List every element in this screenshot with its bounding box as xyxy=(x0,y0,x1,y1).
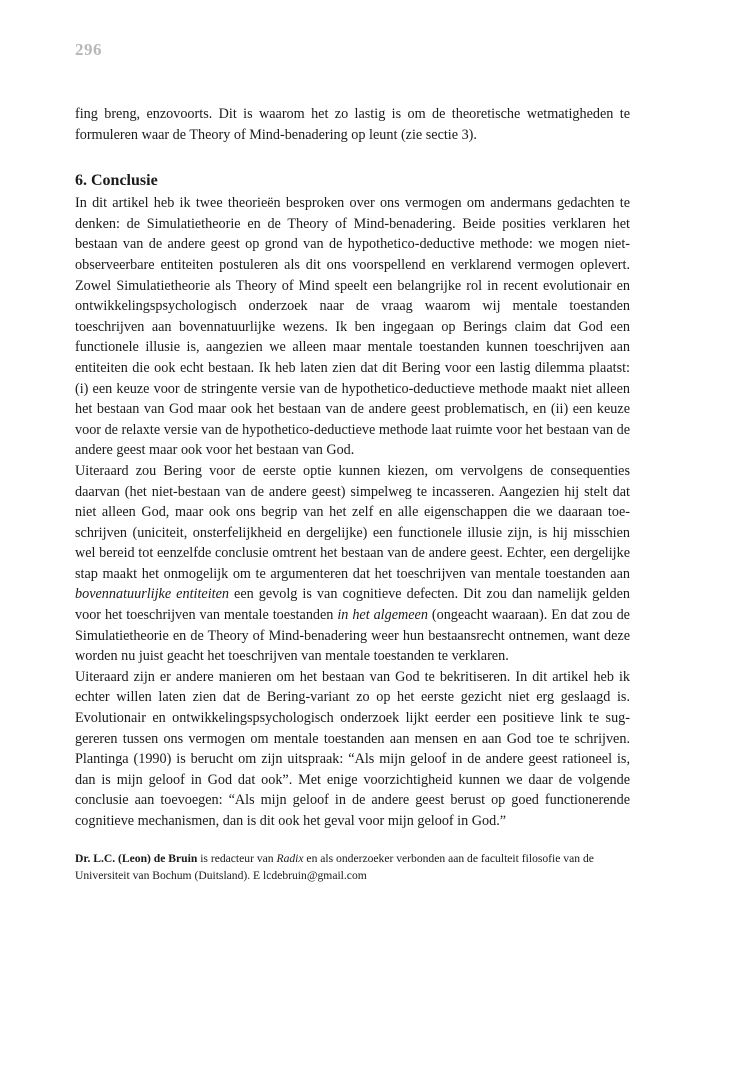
article-body xyxy=(75,104,630,884)
conclusion-paragraph-3: Uiteraard zijn er andere manieren om het bestaan van God te bekritiseren. In dit artikel heb ik echter willen laten zien dat de Bering-variant zo op het eerste gezicht niet erg geslaagd is. Evolutionair en ontwikkelingspsychologisch onderzoek lijkt eerder een positieve link te suggereren tussen ons vermogen om mentale toestanden aan mensen en aan God toe te schrijven. Plantinga (1990) is berucht om zijn uitspraak: “Als mijn geloof in de andere geest rationeel is, dan is mijn geloof in God dat ook”. Met enige voorzichtigheid kunnen we daar de volgende conclusie aan toevoegen: “Als mijn geloof in de andere geest berust op goed functionerende cognitieve mechanismen, dan is dit ook het geval voor mijn geloof in God.” xyxy=(75,668,630,829)
section-heading: 6. Conclusie xyxy=(75,172,158,190)
journal-name: Radix xyxy=(276,851,304,865)
paragraph-2-text-c: (ongeacht waaraan). En dat zou de Simulatietheorie en de Theory of Mind-benadering weer hun bestaansrecht ontnemen, want deze worden nu juist geacht het toeschrijven van mentale toestanden te verklaren. xyxy=(75,607,630,665)
author-note-text-b: en als onderzoeker verbonden aan de faculteit filosofie van de Universiteit van Bochum (Duitsland). E lcdebruin@gmail.com xyxy=(75,851,594,882)
author-note xyxy=(75,850,630,884)
intro-paragraph: fing breng, enzovoorts. Dit is waarom het zo lastig is om de theoretische wetmatigheden te formuleren waar de Theory of Mind-benadering op leunt (zie sectie 3). xyxy=(75,106,630,143)
author-name: Dr. L.C. (Leon) de Bruin xyxy=(75,851,198,865)
paragraph-2-text-b: een gevolg is van cognitieve defecten. Dit zou dan namelijk gelden voor het toeschrijven van mentale toestanden xyxy=(75,586,630,624)
emphasis-supernatural-entities: bovennatuurlijke entiteiten xyxy=(75,586,229,603)
conclusion-paragraph-2 xyxy=(75,461,630,667)
page-number: 296 xyxy=(75,40,102,59)
conclusion-paragraph-1: In dit artikel heb ik twee theorieën besproken over ons vermogen om andermans gedachten te denken: de Simulatietheorie en de Theory of Mind-benadering. Beide posities verklaren het bestaan van de andere geest op grond van de hypothetico-deductive methode: we mogen niet-observeerbare entiteiten postuleren als dit ons voorspellend en verklarend vermogen oplevert. Zowel Simulatietheorie als Theory of Mind speelt een belangrijke rol in recent evolutionair en ontwikkelingspsychologisch onderzoek naar de vraag waarom wij mentale toestanden toeschrijven aan bovennatuurlijke wezens. Ik ben ingegaan op Berings claim dat God een functionele illusie is, aangezien we alleen maar mentale toestanden kunnen toeschrijven aan entiteiten die ook echt bestaan. Ik heb laten zien dat dit Bering voor een lastig dilemma plaatst: (i) een keuze voor de stringente versie van de hypothetico-deductieve methode maakt niet alleen het bestaan van God maar ook het bestaan van de andere geest problematisch, en (ii) een keuze voor de relaxte versie van de hypothetico-deductieve methode laat ruimte voor het bestaan van de andere geest maar ook voor het bestaan van God. xyxy=(75,195,630,459)
author-note-text-a: is redacteur van xyxy=(197,851,277,865)
emphasis-in-general: in het algemeen xyxy=(337,607,428,624)
paragraph-2-text-a: Uiteraard zou Bering voor de eerste optie kunnen kiezen, om vervolgens de consequenties daarvan (het niet-bestaan van de andere geest) simpelweg te incasseren. Aangezien hij stelt dat niet alleen God, maar ook ons begrip van het zelf en alle eigenschappen die we daaraan toeschrijven (uniciteit, onsterfelijkheid en dergelijke) een functionele illusie zijn, is hij misschien wel bereid tot eenzelfde conclusie omtrent het bestaan van de andere geest. Echter, een dergelijke stap maakt het onmogelijk om te argumenteren dat het toeschrijven van mentale toestanden aan xyxy=(75,462,630,582)
